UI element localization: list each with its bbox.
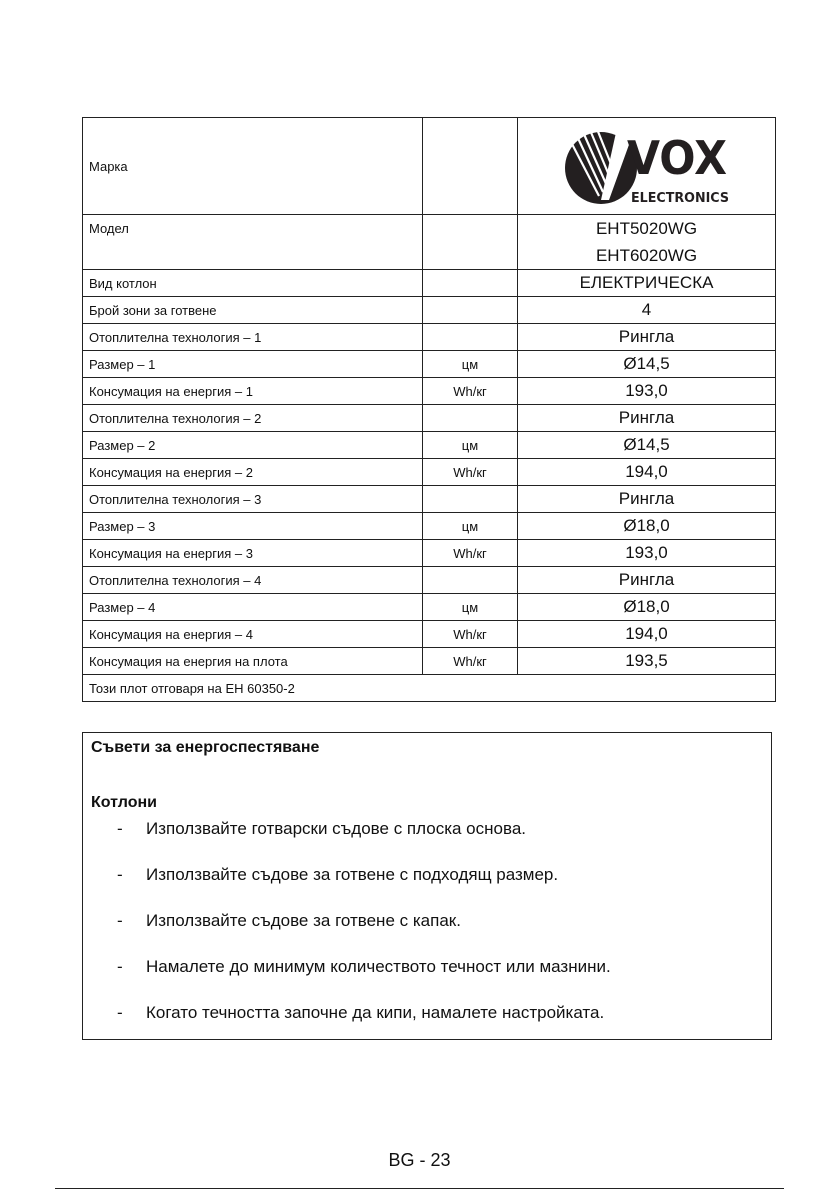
spec-unit <box>423 297 518 324</box>
spec-unit: цм <box>423 513 518 540</box>
brand-row <box>83 118 776 215</box>
spec-label: Брой зони за готвене <box>83 297 423 324</box>
spec-row <box>83 648 776 675</box>
spec-row <box>83 378 776 405</box>
spec-unit: Wh/кг <box>423 540 518 567</box>
spec-label: Отоплителна технология – 2 <box>83 405 423 432</box>
model-values <box>518 215 776 270</box>
spec-value: ЕЛЕКТРИЧЕСКА <box>518 270 776 297</box>
spec-label: Консумация на енергия – 1 <box>83 378 423 405</box>
spec-unit <box>423 270 518 297</box>
vox-logo <box>518 118 775 214</box>
tip-bullet: - <box>117 865 123 884</box>
energy-saving-tips <box>82 732 772 1040</box>
tip-text: Намалете до минимум количеството течност или мазнини. <box>146 957 611 976</box>
spec-unit: цм <box>423 594 518 621</box>
spec-row <box>83 324 776 351</box>
model-label: Модел <box>83 215 423 270</box>
spec-row <box>83 594 776 621</box>
tip-bullet: - <box>117 1003 123 1022</box>
spec-unit <box>423 567 518 594</box>
tip-bullet: - <box>117 819 123 838</box>
brand-unit-cell <box>423 118 518 215</box>
spec-value: 193,0 <box>518 378 776 405</box>
spec-value: Рингла <box>518 324 776 351</box>
spec-row <box>83 540 776 567</box>
spec-value: Рингла <box>518 405 776 432</box>
spec-label: Размер – 3 <box>83 513 423 540</box>
spec-unit: Wh/кг <box>423 621 518 648</box>
logo-wordmark: VOX <box>626 131 727 185</box>
page-number: BG - 23 <box>388 1150 451 1170</box>
spec-value: 4 <box>518 297 776 324</box>
tip-text: Когато течността започне да кипи, намалете настройката. <box>146 1003 605 1022</box>
brand-logo-cell <box>518 118 776 215</box>
compliance-note: Този плот отговаря на ЕН 60350-2 <box>83 675 776 702</box>
spec-unit <box>423 405 518 432</box>
spec-value: Ø18,0 <box>518 594 776 621</box>
spec-row <box>83 513 776 540</box>
spec-value: 194,0 <box>518 459 776 486</box>
spec-label: Размер – 1 <box>83 351 423 378</box>
energy-spec-table <box>82 117 776 702</box>
model-value-2: EHT6020WG <box>595 246 698 265</box>
spec-row <box>83 297 776 324</box>
spec-label: Вид котлон <box>83 270 423 297</box>
spec-value: Рингла <box>518 567 776 594</box>
spec-unit: цм <box>423 351 518 378</box>
vox-swoosh-logo-icon <box>561 122 733 210</box>
spec-label: Размер – 2 <box>83 432 423 459</box>
model-value-1: EHT5020WG <box>595 219 698 238</box>
tip-bullet: - <box>117 911 123 930</box>
spec-label: Размер – 4 <box>83 594 423 621</box>
tip-text: Използвайте съдове за готвене с подходящ размер. <box>146 865 559 884</box>
spec-label: Отоплителна технология – 1 <box>83 324 423 351</box>
tip-bullet: - <box>117 957 123 976</box>
tip-text: Използвайте готварски съдове с плоска основа. <box>146 819 526 838</box>
spec-row <box>83 486 776 513</box>
spec-row <box>83 405 776 432</box>
spec-label: Консумация на енергия на плота <box>83 648 423 675</box>
spec-unit: цм <box>423 432 518 459</box>
spec-label: Консумация на енергия – 4 <box>83 621 423 648</box>
spec-value: 193,5 <box>518 648 776 675</box>
spec-row <box>83 351 776 378</box>
spec-row <box>83 459 776 486</box>
compliance-row <box>83 675 776 702</box>
model-row <box>83 215 776 270</box>
footer-divider <box>55 1188 784 1189</box>
spec-row <box>83 432 776 459</box>
spec-unit: Wh/кг <box>423 459 518 486</box>
spec-unit <box>423 486 518 513</box>
spec-value: Ø14,5 <box>518 351 776 378</box>
tips-subtitle: Котлони <box>91 794 157 811</box>
spec-row <box>83 270 776 297</box>
tip-text: Използвайте съдове за готвене с капак. <box>146 911 461 930</box>
spec-value: Ø18,0 <box>518 513 776 540</box>
spec-unit: Wh/кг <box>423 378 518 405</box>
spec-row <box>83 567 776 594</box>
spec-label: Отоплителна технология – 3 <box>83 486 423 513</box>
tips-title: Съвети за енергоспестяване <box>91 739 320 756</box>
spec-value: 193,0 <box>518 540 776 567</box>
spec-value: Рингла <box>518 486 776 513</box>
spec-value: Ø14,5 <box>518 432 776 459</box>
brand-label: Марка <box>83 118 423 215</box>
spec-label: Консумация на енергия – 2 <box>83 459 423 486</box>
spec-row <box>83 621 776 648</box>
spec-value: 194,0 <box>518 621 776 648</box>
spec-label: Консумация на енергия – 3 <box>83 540 423 567</box>
logo-tagline: ELECTRONICS <box>630 190 729 206</box>
spec-unit <box>423 324 518 351</box>
model-unit-cell <box>423 215 518 270</box>
spec-label: Отоплителна технология – 4 <box>83 567 423 594</box>
spec-unit: Wh/кг <box>423 648 518 675</box>
